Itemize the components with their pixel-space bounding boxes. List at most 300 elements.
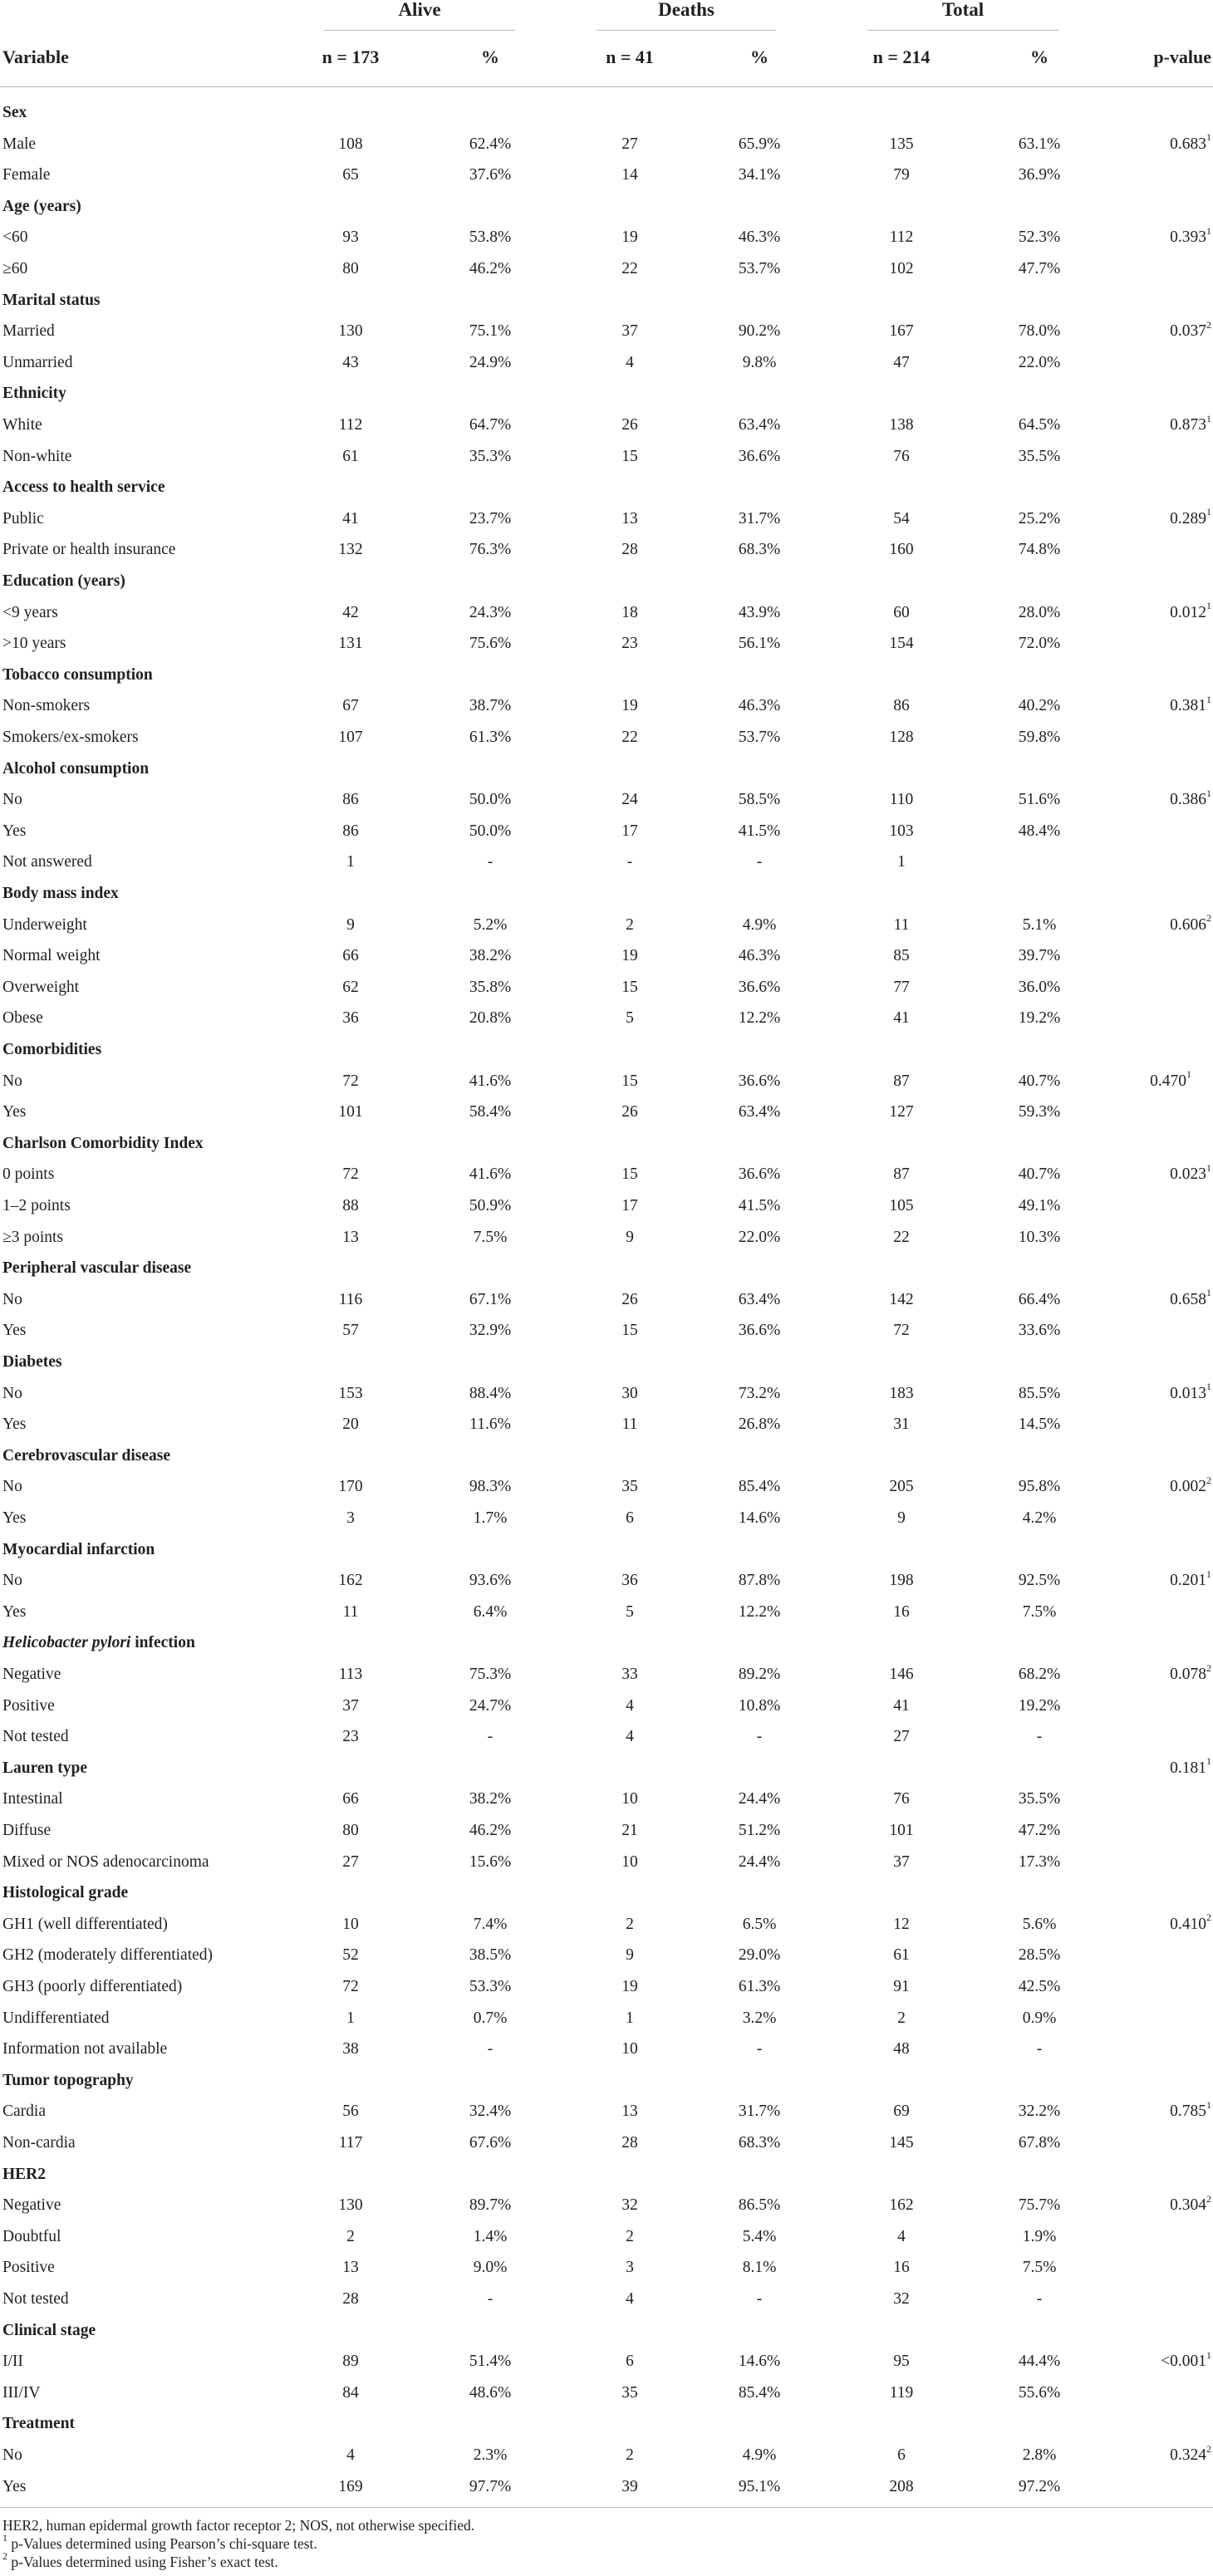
cell-alive-n: 2 <box>346 2227 355 2245</box>
table-row <box>0 129 1213 159</box>
table-row <box>0 2346 1213 2377</box>
p-value-footnote-marker: 1 <box>1206 506 1211 518</box>
category-row <box>0 1753 1213 1784</box>
cell-total-n: 1 <box>897 853 906 871</box>
cell-total-n: 37 <box>893 1852 910 1871</box>
table-row <box>0 1847 1213 1877</box>
category-row <box>0 1347 1213 1377</box>
cell-deaths-pct: 9.8% <box>742 353 777 371</box>
category-label: Tumor topography <box>2 2071 134 2089</box>
category-label: Charlson Comorbidity Index <box>2 1134 204 1152</box>
cell-deaths-pct: 46.3% <box>738 697 781 715</box>
row-label: Non-smokers <box>2 697 91 715</box>
cell-alive-pct: 41.6% <box>469 1165 512 1184</box>
cell-deaths-n: 15 <box>621 447 638 465</box>
cell-alive-n: 80 <box>342 260 359 277</box>
group-underline-total <box>867 30 1058 31</box>
cell-total-n: 54 <box>893 509 910 527</box>
table-row <box>0 2284 1213 2314</box>
cell-alive-pct: 41.6% <box>469 1072 512 1090</box>
cell-p-value: 0.785$^1$ <box>1170 2098 1211 2121</box>
cell-total-n: 60 <box>893 603 910 621</box>
cell-total-pct: 35.5% <box>1018 1790 1061 1808</box>
cell-total-n: 85 <box>893 947 910 965</box>
row-label: No <box>2 1072 22 1090</box>
cell-deaths-n: 17 <box>621 822 638 840</box>
cell-p-value: 0.304$^2$ <box>1170 2192 1211 2215</box>
row-label: Yes <box>2 1103 27 1121</box>
cell-alive-n: 86 <box>342 791 359 809</box>
cell-alive-pct: 9.0% <box>473 2259 508 2277</box>
cell-deaths-pct: 86.5% <box>738 2196 781 2215</box>
cell-deaths-pct: 46.3% <box>738 947 781 965</box>
category-row <box>0 1034 1213 1065</box>
cell-alive-pct: 53.3% <box>469 1978 512 1995</box>
cell-deaths-pct: 63.4% <box>738 1290 781 1308</box>
cell-alive-pct: 76.3% <box>469 541 512 559</box>
cell-total-pct: 19.2% <box>1018 1009 1061 1028</box>
cell-total-pct: 59.3% <box>1018 1103 1061 1121</box>
cell-alive-n: 3 <box>346 1509 355 1527</box>
cell-alive-n: 13 <box>342 2259 359 2277</box>
table-row <box>0 690 1213 721</box>
row-label: I/II <box>2 2353 23 2371</box>
category-label: Treatment <box>2 2415 75 2433</box>
cell-alive-pct: 1.7% <box>473 1509 508 1527</box>
cell-alive-pct: 38.2% <box>469 1790 512 1808</box>
cell-alive-pct: 88.4% <box>469 1384 512 1402</box>
cell-total-n: 208 <box>889 2477 914 2495</box>
category-label: Helicobacter pylori infection <box>2 1634 195 1652</box>
cell-deaths-n: 1 <box>626 2009 634 2027</box>
cell-alive-n: 13 <box>342 1228 359 1246</box>
cell-total-pct: 51.6% <box>1018 791 1061 809</box>
cell-deaths-n: 32 <box>621 2196 638 2215</box>
cell-alive-n: 9 <box>346 915 355 934</box>
row-label: Obese <box>2 1009 43 1028</box>
cell-alive-n: 117 <box>338 2134 363 2152</box>
row-label: Underweight <box>2 915 87 934</box>
cell-total-pct: 40.7% <box>1018 1072 1061 1090</box>
cell-deaths-n: 4 <box>626 353 634 371</box>
cell-alive-pct: 75.3% <box>469 1666 512 1683</box>
cell-total-n: 86 <box>893 697 910 715</box>
cell-deaths-n: 22 <box>621 260 638 277</box>
cell-deaths-pct: 36.6% <box>738 1322 781 1340</box>
p-value-footnote-marker: 1 <box>1206 600 1211 612</box>
cell-total-pct: 14.5% <box>1018 1416 1061 1434</box>
cell-deaths-n: 10 <box>621 1790 638 1808</box>
cell-total-n: 154 <box>889 635 914 653</box>
cell-p-value: 0.606$^2$ <box>1170 912 1211 934</box>
footnote-marker: 2 <box>2 2550 7 2563</box>
cell-total-pct: - <box>1036 1728 1043 1746</box>
group-underline-alive <box>324 30 515 31</box>
cell-alive-pct: 98.3% <box>469 1478 512 1496</box>
cell-deaths-n: 2 <box>626 1915 634 1933</box>
cell-deaths-n: 2 <box>626 2446 634 2464</box>
category-label: Ethnicity <box>2 385 66 403</box>
cell-deaths-pct: 41.5% <box>738 822 781 840</box>
p-value-footnote-marker: 2 <box>1206 2192 1211 2205</box>
cell-alive-n: 65 <box>342 166 359 184</box>
cell-alive-pct: 67.1% <box>469 1290 512 1308</box>
cell-alive-n: 108 <box>338 135 363 153</box>
cell-deaths-pct: 43.9% <box>738 603 781 621</box>
cell-total-pct: 4.2% <box>1022 1509 1057 1527</box>
category-row <box>0 191 1213 222</box>
column-header-alive-n: n = 173 <box>322 47 380 67</box>
cell-total-pct: 59.8% <box>1018 729 1061 746</box>
cell-deaths-pct: 31.7% <box>738 509 781 527</box>
group-header-alive: Alive <box>398 0 441 20</box>
cell-total-pct: 5.1% <box>1022 915 1057 934</box>
category-row <box>0 1534 1213 1565</box>
cell-deaths-pct: - <box>756 2040 763 2058</box>
p-value-footnote-marker: 2 <box>1206 1911 1211 1924</box>
cell-total-pct: 39.7% <box>1018 947 1061 965</box>
table-row <box>0 1815 1213 1846</box>
table-row <box>0 2003 1213 2034</box>
cell-total-pct: 7.5% <box>1022 1602 1057 1621</box>
cell-total-n: 135 <box>889 135 914 153</box>
cell-total-n: 102 <box>889 260 914 277</box>
cell-deaths-pct: 85.4% <box>738 2383 781 2402</box>
category-label: Myocardial infarction <box>2 1540 155 1558</box>
p-value-footnote-marker: 1 <box>1206 693 1211 705</box>
cell-deaths-n: 36 <box>621 1572 638 1590</box>
cell-alive-pct: 11.6% <box>469 1416 511 1434</box>
cell-total-n: 69 <box>893 2103 910 2121</box>
table-row <box>0 441 1213 472</box>
cell-deaths-pct: 90.2% <box>738 322 781 341</box>
cell-total-pct: 32.2% <box>1018 2103 1061 2121</box>
cell-total-n: 127 <box>889 1103 914 1121</box>
cell-total-n: 72 <box>893 1322 910 1340</box>
table-row <box>0 1659 1213 1690</box>
table-row <box>0 722 1213 753</box>
cell-deaths-pct: 4.9% <box>742 915 777 934</box>
cell-alive-n: 20 <box>342 1416 359 1434</box>
cell-total-pct: 72.0% <box>1018 635 1061 653</box>
cell-alive-pct: 53.8% <box>469 228 512 247</box>
cell-total-n: 61 <box>893 1946 910 1965</box>
cell-deaths-n: 24 <box>621 791 638 809</box>
p-value-footnote-marker: 1 <box>1206 224 1211 237</box>
cell-p-value: 0.078$^2$ <box>1170 1661 1211 1683</box>
cell-total-n: 138 <box>889 416 914 434</box>
cell-alive-pct: 37.6% <box>469 166 512 184</box>
cell-total-pct: 95.8% <box>1018 1478 1061 1496</box>
category-label: Comorbidities <box>2 1041 102 1058</box>
cell-deaths-n: 35 <box>621 1478 638 1496</box>
cell-p-value: 0.658$^1$ <box>1170 1287 1211 1308</box>
category-row <box>0 1877 1213 1908</box>
cell-total-pct: 10.3% <box>1018 1228 1061 1246</box>
cell-alive-pct: 75.6% <box>469 635 512 653</box>
category-label-italic: Helicobacter pylori <box>2 1634 131 1652</box>
column-header-deaths-n: n = 41 <box>606 47 654 67</box>
cell-deaths-pct: 34.1% <box>738 166 781 184</box>
table-row <box>0 1940 1213 1970</box>
cell-total-n: 41 <box>893 1696 910 1715</box>
cell-deaths-n: 23 <box>621 635 638 653</box>
cell-deaths-pct: 87.8% <box>738 1572 781 1590</box>
cell-total-n: 198 <box>889 1572 914 1590</box>
cell-total-pct: 5.6% <box>1022 1915 1057 1933</box>
table-row <box>0 846 1213 877</box>
cell-total-pct: 67.8% <box>1018 2134 1061 2152</box>
cell-deaths-n: 28 <box>621 2134 638 2152</box>
cell-deaths-n: 35 <box>621 2383 638 2402</box>
row-label: Female <box>2 166 51 184</box>
column-header-total-n: n = 214 <box>872 47 931 67</box>
cell-total-n: 128 <box>889 729 914 746</box>
cell-alive-n: 27 <box>342 1852 359 1871</box>
row-label: ≥60 <box>2 260 28 277</box>
row-label: <60 <box>2 228 28 247</box>
cell-deaths-pct: 56.1% <box>738 635 781 653</box>
cell-deaths-n: 14 <box>621 166 638 184</box>
row-label: Yes <box>2 1509 27 1527</box>
row-label: Cardia <box>2 2103 46 2121</box>
cell-p-value: 0.873$^1$ <box>1170 412 1211 434</box>
cell-total-n: 145 <box>889 2134 914 2152</box>
cell-deaths-n: 13 <box>621 2103 638 2121</box>
table-row <box>0 1690 1213 1721</box>
cell-alive-n: 130 <box>338 2196 363 2215</box>
cell-deaths-pct: 24.4% <box>738 1852 781 1871</box>
column-header-total-pct: % <box>1030 47 1048 67</box>
cell-alive-n: 72 <box>342 1072 359 1090</box>
row-label: No <box>2 1478 22 1496</box>
cell-alive-pct: 6.4% <box>473 1602 508 1621</box>
table-row <box>0 597 1213 628</box>
cell-alive-n: 170 <box>338 1478 363 1496</box>
cell-deaths-n: 26 <box>621 416 638 434</box>
cell-p-value: 0.023$^1$ <box>1170 1161 1211 1184</box>
cell-total-pct: 52.3% <box>1018 228 1061 247</box>
cell-deaths-pct: 26.8% <box>738 1416 781 1434</box>
cell-alive-pct: 35.3% <box>469 447 512 465</box>
row-label: Male <box>2 135 37 153</box>
cell-alive-pct: 61.3% <box>469 729 512 746</box>
cell-deaths-pct: 5.4% <box>742 2227 777 2245</box>
category-label: Alcohol consumption <box>2 759 150 778</box>
category-label: Marital status <box>2 291 101 309</box>
cell-total-n: 16 <box>893 1602 910 1621</box>
row-label: Information not available <box>2 2040 168 2058</box>
cell-total-n: 77 <box>893 978 910 996</box>
footnote: $^2$ p-Values determined using Fisher’s exact test. <box>2 2550 278 2570</box>
cell-total-n: 16 <box>893 2259 910 2277</box>
cell-total-pct: 1.9% <box>1022 2227 1057 2245</box>
cell-alive-n: 88 <box>342 1197 359 1214</box>
cell-deaths-pct: 73.2% <box>738 1384 781 1402</box>
cell-deaths-pct: 29.0% <box>738 1946 781 1965</box>
cell-total-pct: 28.0% <box>1018 603 1061 621</box>
cell-alive-pct: - <box>487 2040 494 2058</box>
bottom-rule <box>0 2507 1213 2508</box>
cell-deaths-pct: 10.8% <box>738 1696 781 1715</box>
cell-total-n: 101 <box>889 1822 914 1839</box>
table-row <box>0 2034 1213 2064</box>
cell-p-value: 0.013$^1$ <box>1170 1381 1211 1402</box>
table-row <box>0 628 1213 659</box>
category-label: Clinical stage <box>2 2321 96 2339</box>
cell-alive-n: 153 <box>338 1384 363 1402</box>
cell-total-n: 91 <box>893 1978 910 1995</box>
cell-alive-pct: 24.3% <box>469 603 512 621</box>
cell-alive-n: 84 <box>342 2383 359 2402</box>
table-row <box>0 1378 1213 1409</box>
category-label: HER2 <box>2 2165 47 2183</box>
cell-total-n: 6 <box>897 2446 906 2464</box>
cell-alive-n: 10 <box>342 1915 359 1933</box>
cell-deaths-n: 3 <box>626 2259 634 2277</box>
category-row <box>0 878 1213 909</box>
cell-total-n: 142 <box>889 1290 914 1308</box>
category-row <box>0 1627 1213 1658</box>
cell-total-pct: 75.7% <box>1018 2196 1061 2215</box>
row-label: Yes <box>2 1602 27 1621</box>
row-label: Negative <box>2 1666 61 1683</box>
cell-alive-n: 72 <box>342 1165 359 1184</box>
cell-alive-n: 1 <box>346 853 355 871</box>
cell-total-pct: 74.8% <box>1018 541 1061 559</box>
cell-total-pct: 25.2% <box>1018 509 1061 527</box>
row-label: Yes <box>2 822 27 840</box>
cell-deaths-n: 18 <box>621 603 638 621</box>
cell-p-value: 0.012$^1$ <box>1170 600 1211 621</box>
cell-deaths-n: 15 <box>621 1322 638 1340</box>
cell-deaths-n: 9 <box>626 1946 634 1965</box>
row-label: Mixed or NOS adenocarcinoma <box>2 1852 209 1871</box>
cell-p-value: 0.324$^2$ <box>1170 2442 1211 2464</box>
cell-deaths-pct: 46.3% <box>738 228 781 247</box>
cell-alive-n: 36 <box>342 1009 359 1028</box>
cell-deaths-pct: - <box>756 2290 763 2308</box>
cell-deaths-n: 5 <box>626 1602 634 1621</box>
table-row <box>0 1784 1213 1814</box>
cell-deaths-n: 19 <box>621 1978 638 1995</box>
row-label: No <box>2 791 22 809</box>
cell-deaths-pct: 61.3% <box>738 1978 781 1995</box>
category-label: Diabetes <box>2 1353 62 1371</box>
table-row <box>0 503 1213 534</box>
row-label: ≥3 points <box>2 1228 64 1246</box>
cell-total-n: 9 <box>897 1509 906 1527</box>
row-label: Married <box>2 322 55 341</box>
cell-total-n: 146 <box>889 1666 914 1683</box>
cell-alive-n: 113 <box>338 1666 363 1683</box>
table-row <box>0 972 1213 1003</box>
cell-total-pct: - <box>1036 2290 1043 2308</box>
cell-deaths-pct: 12.2% <box>738 1602 781 1621</box>
cell-deaths-n: 4 <box>626 1728 634 1746</box>
table-row <box>0 2221 1213 2252</box>
cell-deaths-pct: 68.3% <box>738 541 781 559</box>
p-value-footnote-marker: 2 <box>1206 1474 1211 1486</box>
column-header-deaths-pct: % <box>750 47 769 67</box>
cell-total-pct: 35.5% <box>1018 447 1061 465</box>
cell-deaths-n: 22 <box>621 729 638 746</box>
table-row <box>0 2377 1213 2408</box>
cell-deaths-n: 33 <box>621 1666 638 1683</box>
cell-alive-pct: 20.8% <box>469 1009 512 1028</box>
cell-total-n: 160 <box>889 541 914 559</box>
cell-total-pct: 19.2% <box>1018 1696 1061 1715</box>
cell-alive-pct: 32.9% <box>469 1322 512 1340</box>
row-label: White <box>2 416 42 434</box>
header-rule <box>0 86 1213 87</box>
cell-deaths-pct: 85.4% <box>738 1478 781 1496</box>
category-row <box>0 378 1213 409</box>
cell-alive-n: 89 <box>342 2353 359 2371</box>
table-row <box>0 1471 1213 1502</box>
category-label: Histological grade <box>2 1884 129 1902</box>
cell-total-n: 87 <box>893 1072 910 1090</box>
cell-total-pct: 78.0% <box>1018 322 1061 341</box>
table-row <box>0 2096 1213 2127</box>
row-label: <9 years <box>2 603 58 621</box>
table-row <box>0 1409 1213 1440</box>
cell-alive-pct: 93.6% <box>469 1572 512 1590</box>
cell-total-n: 183 <box>889 1384 914 1402</box>
cell-alive-n: 162 <box>338 1572 363 1590</box>
cell-total-pct: 40.7% <box>1018 1165 1061 1184</box>
category-label: Age (years) <box>2 197 81 215</box>
cell-deaths-n: 2 <box>626 2227 634 2245</box>
cell-alive-pct: 89.7% <box>469 2196 512 2215</box>
cell-alive-pct: 15.6% <box>469 1852 512 1871</box>
table-row <box>0 784 1213 815</box>
cell-total-pct: 22.0% <box>1018 353 1061 371</box>
cell-p-value: 0.683$^1$ <box>1170 131 1211 153</box>
cell-alive-n: 61 <box>342 447 359 465</box>
cell-total-pct: 63.1% <box>1018 135 1061 153</box>
row-label: Yes <box>2 1416 27 1434</box>
category-row <box>0 660 1213 690</box>
cell-deaths-n: 6 <box>626 2353 634 2371</box>
row-label: No <box>2 1572 22 1590</box>
cell-deaths-pct: 6.5% <box>742 1915 777 1933</box>
category-label: Peripheral vascular disease <box>2 1259 192 1278</box>
row-label: 1–2 points <box>2 1197 71 1214</box>
cell-alive-pct: 50.9% <box>469 1197 512 1214</box>
footnote-marker: 1 <box>2 2532 7 2544</box>
cell-total-pct: 17.3% <box>1018 1852 1061 1871</box>
cell-total-n: 105 <box>889 1197 914 1214</box>
cell-deaths-n: 39 <box>621 2477 638 2495</box>
cell-alive-pct: 5.2% <box>473 915 508 934</box>
cell-deaths-n: 15 <box>621 1072 638 1090</box>
cell-deaths-pct: 3.2% <box>742 2009 777 2027</box>
row-label: GH3 (poorly differentiated) <box>2 1978 183 1995</box>
category-row <box>0 472 1213 503</box>
cell-deaths-pct: 12.2% <box>738 1009 781 1028</box>
cell-alive-n: 38 <box>342 2040 359 2058</box>
cell-deaths-n: 13 <box>621 509 638 527</box>
cell-alive-n: 66 <box>342 1790 359 1808</box>
cell-alive-pct: 24.7% <box>469 1696 512 1715</box>
cell-deaths-pct: 22.0% <box>738 1228 781 1246</box>
footnote: $^1$ p-Values determined using Pearson’s chi-square test. <box>2 2532 317 2552</box>
table-row <box>0 2440 1213 2471</box>
cell-deaths-n: 27 <box>621 135 638 153</box>
cell-alive-n: 112 <box>338 416 363 434</box>
cell-deaths-pct: 24.4% <box>738 1790 781 1808</box>
